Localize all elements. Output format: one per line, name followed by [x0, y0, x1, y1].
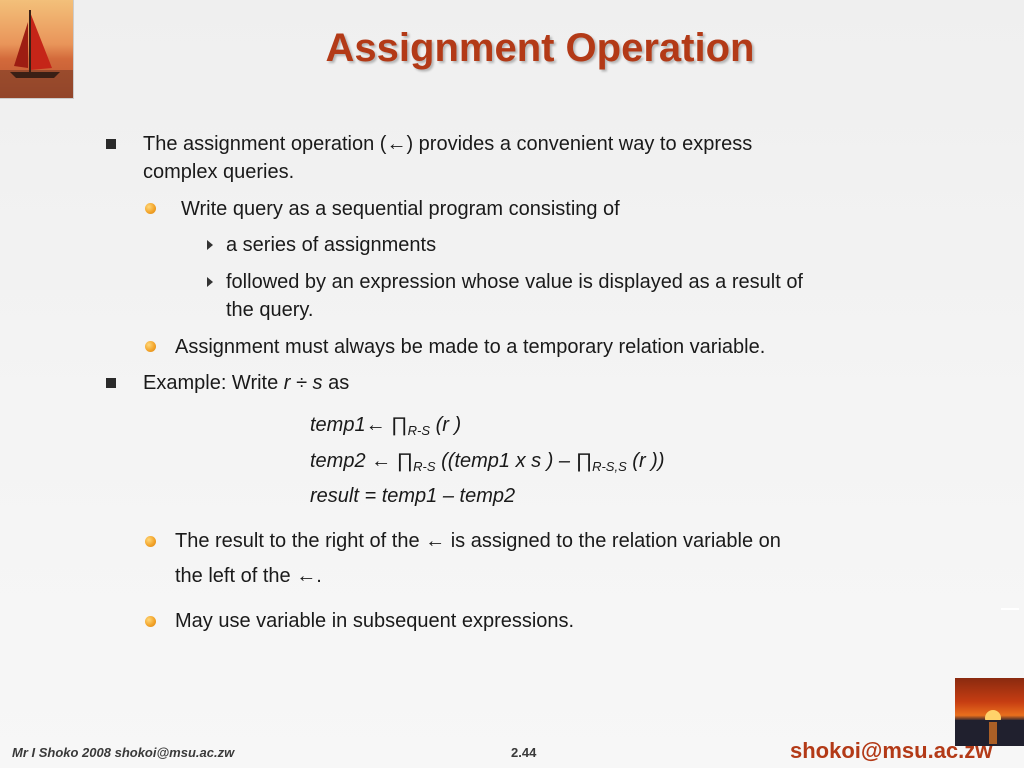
sunset-image — [955, 678, 1024, 746]
bullet-text-cont: complex queries. — [143, 161, 295, 183]
formula-2-sub2: R-S,S — [592, 459, 627, 474]
round-bullet-icon — [145, 341, 156, 352]
formula-2-sub: R-S — [413, 459, 436, 474]
formula-3: result = temp1 – temp2 — [310, 485, 516, 507]
formula-1 — [310, 411, 461, 445]
formula-1-rest: (r ) — [430, 414, 462, 436]
example-line — [143, 369, 349, 397]
divider-mark — [1001, 608, 1019, 610]
triangle-bullet-icon — [207, 240, 213, 250]
round-bullet-icon — [145, 536, 156, 547]
formula-2 — [310, 447, 665, 481]
sub-sub-bullet-text: followed by an expression whose value is displayed as a result of — [226, 271, 803, 293]
round-bullet-icon — [145, 616, 156, 627]
formula-2-op: ← ∏ — [365, 450, 414, 472]
sub-sub-bullet-text: a series of assignments — [226, 234, 437, 256]
example-suffix: as — [322, 372, 350, 394]
note-text: The result to the right of the ← is assigned to the relation variable on — [175, 530, 781, 552]
bullet-text: The assignment operation (←) provides a convenient way to express — [143, 133, 753, 155]
sub-sub-bullet-text-cont: the query. — [226, 299, 314, 321]
square-bullet-icon — [106, 139, 116, 149]
sub-bullet-text: Assignment must always be made to a temporary relation variable. — [175, 336, 766, 358]
formula-1-sub: R-S — [407, 423, 431, 438]
example-expression: r ÷ s — [283, 372, 323, 394]
formula-2-rest: (r )) — [626, 450, 665, 472]
formula-2-mid: ((temp1 x s ) – ∏ — [435, 450, 593, 472]
sub-bullet-text: Write query as a sequential program consisting of — [181, 198, 620, 220]
square-bullet-icon — [106, 378, 116, 388]
note-text: May use variable in subsequent expressions. — [175, 610, 575, 632]
formula-2-lhs: temp2 — [310, 450, 366, 472]
triangle-bullet-icon — [207, 277, 213, 287]
slide-title: Assignment Operation — [325, 26, 755, 70]
page-number: 2.44 — [511, 745, 537, 760]
note-text-cont: the left of the ←. — [175, 565, 322, 587]
example-prefix: Example: Write — [143, 372, 284, 394]
footer-author: Mr I Shoko 2008 shokoi@msu.ac.zw — [12, 745, 235, 760]
formula-1-lhs: temp1 — [310, 414, 366, 436]
round-bullet-icon — [145, 203, 156, 214]
footer-email: shokoi@msu.ac.zw — [790, 738, 993, 763]
formula-1-op: ← ∏ — [365, 414, 408, 436]
